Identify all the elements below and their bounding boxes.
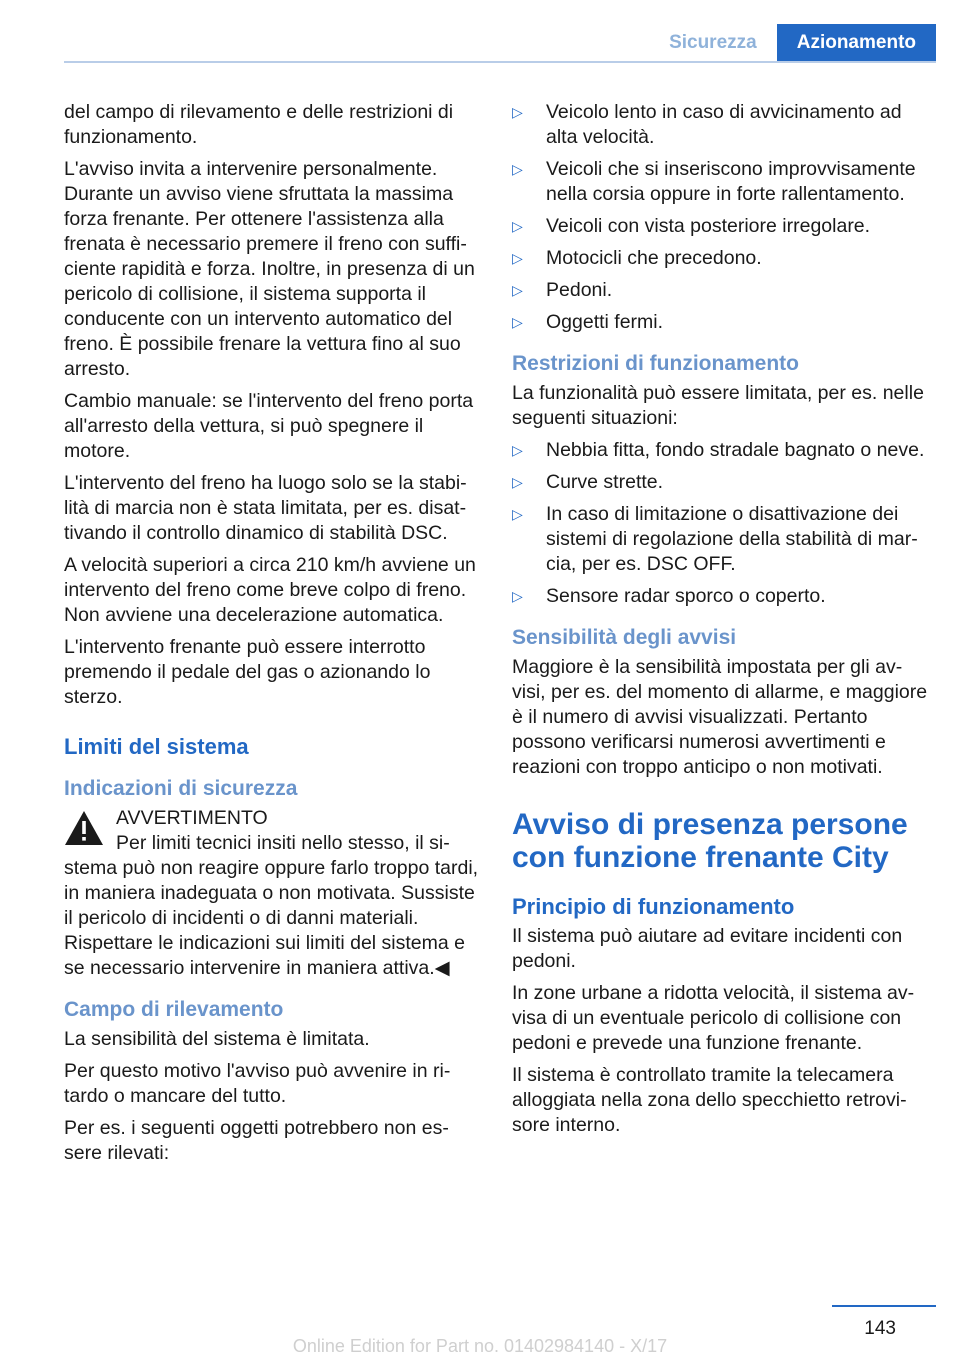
list-item [512, 214, 928, 239]
undetected-objects-list [512, 100, 928, 335]
paragraph: Cambio manuale: se l'intervento del freno porta all'arresto della vettura, si può spegnere il motore. [64, 390, 474, 462]
paragraph: Per questo motivo l'avviso può avvenire in ritardo o mancare del tutto. [64, 1060, 451, 1107]
footer-edition-text: Online Edition for Part no. 01402984140 - X/17 [292, 1336, 668, 1356]
heading-avviso-presenza-persone: Avviso di presenza persone con funzione frenante City [512, 808, 908, 874]
restrictions-list [512, 438, 928, 609]
bullet-triangle-icon: ▷ [512, 104, 523, 120]
heading-principio-di-funzionamento: Principio di funzionamento [512, 894, 795, 919]
footer-divider [832, 1305, 936, 1307]
list-item-text: In caso di limitazione o disattivazione dei sistemi di regolazione della stabilità di marcia, per es. DSC OFF. [546, 503, 918, 575]
bullet-triangle-icon: ▷ [512, 218, 523, 234]
heading-campo-di-rilevamento: Campo di rilevamento [64, 998, 284, 1021]
list-item [512, 157, 928, 207]
paragraph: In zone urbane a ridotta velocità, il sistema avvisa di un eventuale pericolo di collisione con pedoni e prevede una funzione frenante. [512, 982, 915, 1054]
paragraph: L'intervento frenante può essere interrotto premendo il pedale del gas o azionando lo sterzo. [64, 636, 431, 708]
bullet-triangle-icon: ▷ [512, 588, 523, 604]
paragraph: Il sistema è controllato tramite la telecamera alloggiata nella zona dello specchietto retrovisore interno. [512, 1064, 907, 1136]
paragraph: Per es. i seguenti oggetti potrebbero non essere rilevati: [64, 1117, 449, 1164]
bullet-triangle-icon: ▷ [512, 314, 523, 330]
list-item-text: Motocicli che precedono. [546, 247, 762, 269]
list-item [512, 100, 928, 150]
tab-sicurezza[interactable]: Sicurezza [669, 32, 757, 53]
list-item [512, 438, 928, 463]
page-number: 143 [864, 1318, 896, 1339]
list-item-text: Nebbia fitta, fondo stradale bagnato o neve. [546, 439, 925, 461]
list-item [512, 584, 928, 609]
paragraph: L'intervento del freno ha luogo solo se la stabilità di marcia non è stata limitata, per es. disattivando il controllo dinamico di stabilità DSC. [64, 472, 467, 544]
paragraph: Maggiore è la sensibilità impostata per gli avvisi, per es. del momento di allarme, e maggiore è il numero di avvisi visualizzati. Pertanto possono verificarsi numerosi avvertimenti e reazioni con troppo anticipo o non motivati. [512, 656, 928, 778]
bullet-triangle-icon: ▷ [512, 474, 523, 490]
paragraph: del campo di rilevamento e delle restrizioni di funzionamento. [64, 101, 454, 148]
left-column [64, 100, 480, 1173]
list-item [512, 278, 928, 303]
bullet-triangle-icon: ▷ [512, 506, 523, 522]
list-item-text: Veicoli che si inseriscono improvvisamente nella corsia oppure in forte rallentamento. [546, 158, 916, 205]
bullet-triangle-icon: ▷ [512, 282, 523, 298]
list-item-text: Veicoli con vista posteriore irregolare. [546, 215, 871, 237]
heading-indicazioni-di-sicurezza: Indicazioni di sicurezza [64, 777, 298, 800]
list-item-text: Sensore radar sporco o coperto. [546, 585, 826, 607]
paragraph: La funzionalità può essere limitata, per es. nelle seguenti situazioni: [512, 382, 924, 429]
list-item [512, 470, 928, 495]
list-item [512, 246, 928, 271]
list-item-text: Oggetti fermi. [546, 311, 664, 333]
header-tabs [649, 24, 936, 62]
paragraph: La sensibilità del sistema è limitata. [64, 1028, 370, 1050]
bullet-triangle-icon: ▷ [512, 161, 523, 177]
warning-icon [64, 810, 104, 846]
list-item [512, 502, 928, 577]
tab-azionamento[interactable]: Azionamento [777, 24, 936, 62]
bullet-triangle-icon: ▷ [512, 442, 523, 458]
warning-title: AVVERTIMENTO [116, 807, 268, 829]
list-item-text: Veicolo lento in caso di avvicinamento ad alta velocità. [546, 101, 902, 148]
right-column [512, 100, 928, 1145]
list-item-text: Pedoni. [546, 279, 613, 301]
list-item [512, 310, 928, 335]
heading-restrizioni-di-funzionamento: Restrizioni di funzionamento [512, 352, 799, 375]
list-item-text: Curve strette. [546, 471, 664, 493]
warning-text: Per limiti tecnici insiti nello stesso, il sistema può non reagire oppure farlo troppo tardi, in maniera inadeguata o non motivata. Sussiste il pericolo di incidenti o di danni materiali. Rispettare le indicazioni sui limiti del sistema e se necessario intervenire in maniera attiva.◀ [64, 832, 479, 979]
heading-limiti-del-sistema: Limiti del sistema [64, 734, 249, 759]
paragraph: Il sistema può aiutare ad evitare incidenti con pedoni. [512, 925, 903, 972]
bullet-triangle-icon: ▷ [512, 250, 523, 266]
warning-block [64, 806, 480, 981]
paragraph: A velocità superiori a circa 210 km/h avviene un intervento del freno come breve colpo di freno. Non avviene una decelerazione automatica. [64, 554, 476, 626]
header-divider [64, 61, 936, 63]
heading-sensibilita-degli-avvisi: Sensibilità degli avvisi [512, 626, 737, 649]
paragraph: L'avviso invita a intervenire personalmente. Durante un avviso viene sfruttata la massima forza frenante. Per ottenere l'assistenza alla frenata è necessario premere il freno con sufficiente rapidità e forza. Inoltre, in presenza di un pericolo di collisione, il sistema supporta il conducente con un intervento automatico del freno. È possibile frenare la vettura fino al suo arresto. [64, 158, 475, 380]
